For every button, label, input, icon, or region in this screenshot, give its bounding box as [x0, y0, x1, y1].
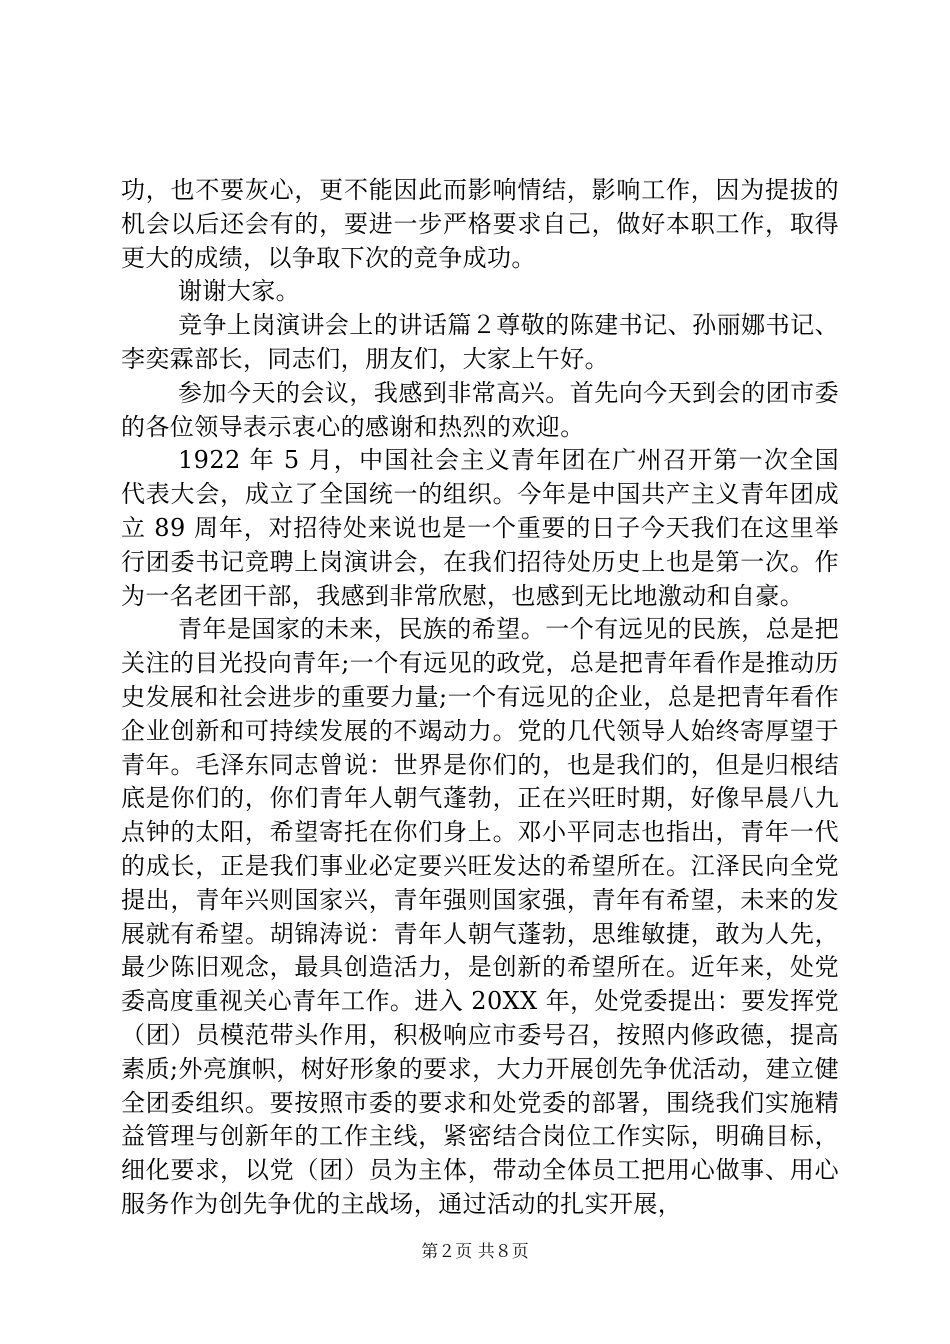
paragraph-continuation: 功，也不要灰心，更不能因此而影响情结，影响工作，因为提拔的机会以后还会有的，要进一步严格要求自己，做好本职工作，取得更大的成绩，以争取下次的竞争成功。 — [121, 176, 839, 272]
paragraph-welcome: 参加今天的会议，我感到非常高兴。首先向今天到会的团市委的各位领导表示衷心的感谢和热烈的欢迎。 — [121, 378, 839, 441]
paragraph-history: 1922 年 5 月，中国社会主义青年团在广州召开第一次全国代表大会，成立了全国统一的组织。今年是中国共产主义青年团成立 89 周年，对招待处来说也是一个重要的日子今天我们在这里举行团委书记竞聘上岗演讲会，在我们招待处历史上也是第一次。作为一名老团干部，我感到非常欣慰，也感到无比地激动和自豪。 — [121, 446, 839, 610]
document-body — [121, 174, 839, 1222]
paragraph-speech-title-greeting: 竞争上岗演讲会上的讲话篇２尊敬的陈建书记、孙丽娜书记、李奕霖部长，同志们，朋友们，大家上午好。 — [121, 311, 839, 373]
paragraph-thanks: 谢谢大家。 — [178, 277, 300, 306]
paragraph-youth: 青年是国家的未来，民族的希望。一个有远见的民族，总是把关注的目光投向青年;一个有远见的政党，总是把青年看作是推动历史发展和社会进步的重要力量;一个有远见的企业，总是把青年看作企业创新和可持续发展的不竭动力。党的几代领导人始终寄厚望于青年。毛泽东同志曾说：世界是你们的，也是我们的，但是归根结底是你们的，你们青年人朝气蓬勃，正在兴旺时期，好像早晨八九点钟的太阳，希望寄托在你们身上。邓小平同志也指出，青年一代的成长，正是我们事业必定要兴旺发达的希望所在。江泽民向全党提出，青年兴则国家兴，青年强则国家强，青年有希望，未来的发展就有希望。胡锦涛说：青年人朝气蓬勃，思维敏捷，敢为人先，最少陈旧观念，最具创造活力，是创新的希望所在。近年来，处党委高度重视关心青年工作。进入 20XX 年，处党委提出：要发挥党（团）员模范带头作用，积极响应市委号召，按照内修政德，提高素质;外亮旗帜，树好形象的要求，大力开展创先争优活动，建立健全团委组织。要按照市委的要求和处党委的部署，围绕我们实施精益管理与创新年的工作主线，紧密结合岗位工作实际，明确目标，细化要求，以党（团）员为主体，带动全体员工把用心做事、用心服务作为创先争优的主战场，通过活动的扎实开展， — [121, 615, 839, 1218]
page-footer: 第２页 共８页 — [421, 1242, 529, 1262]
